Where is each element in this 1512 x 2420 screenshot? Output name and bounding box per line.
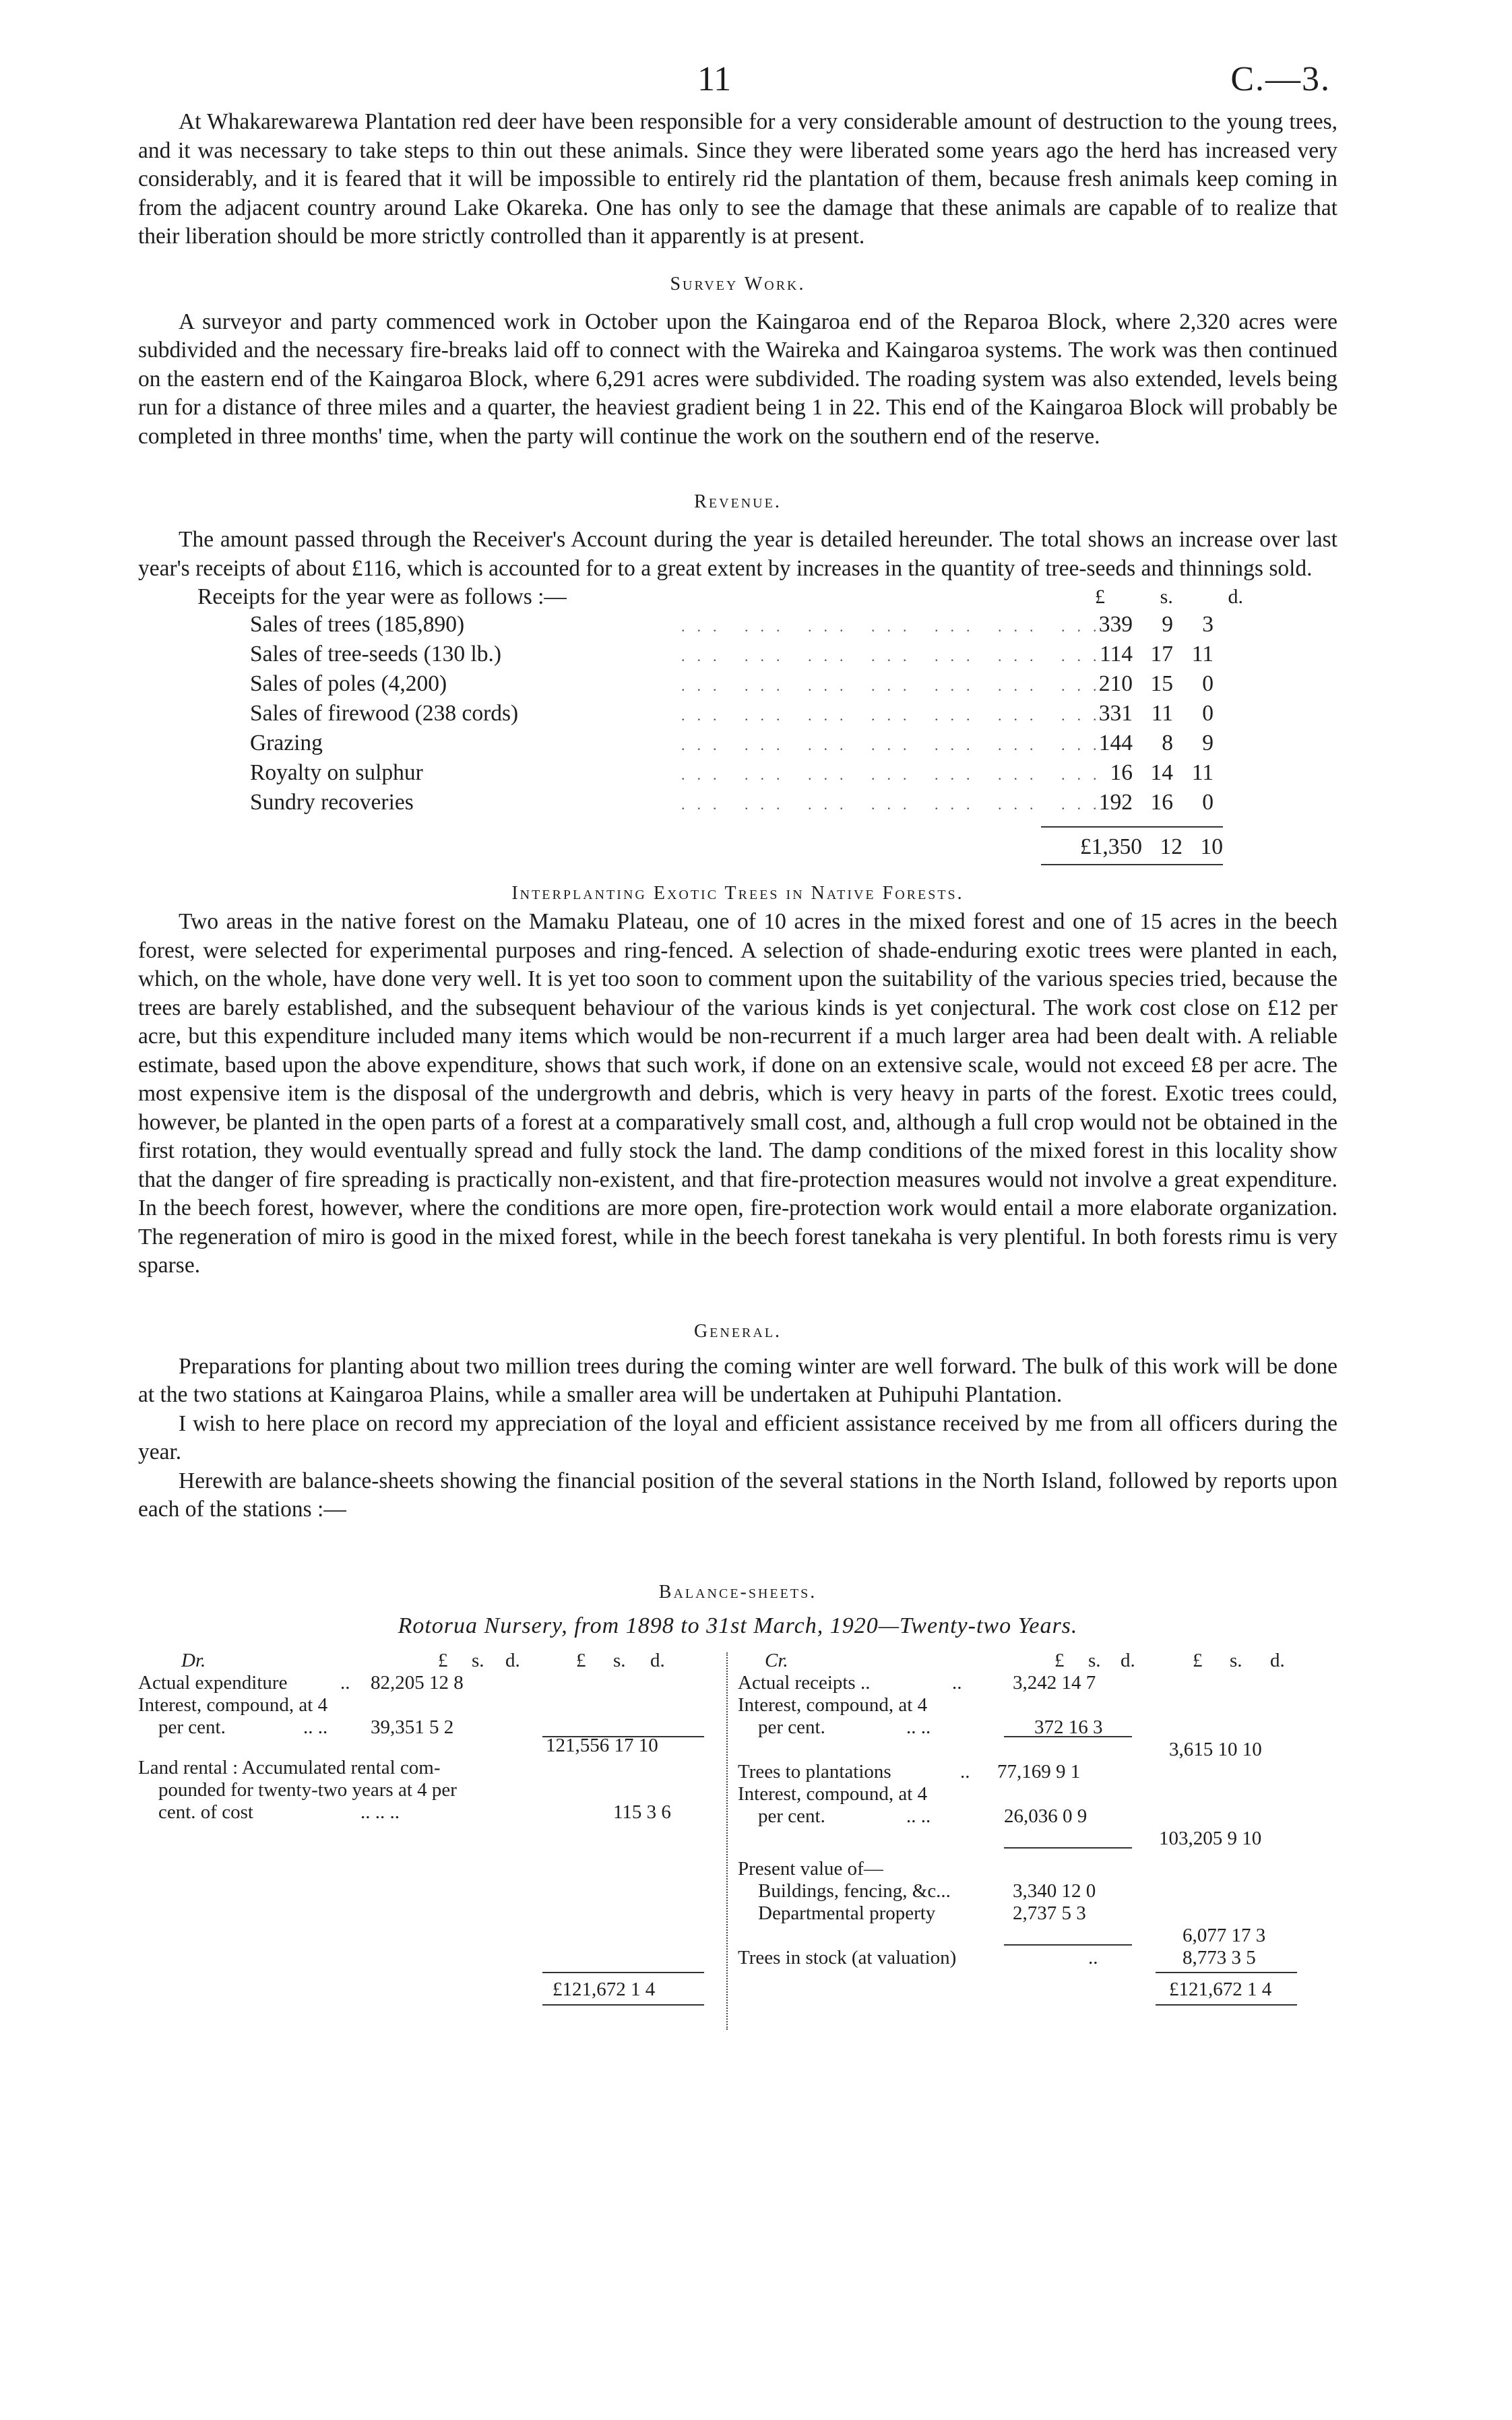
receipt-amount [1032, 700, 1214, 727]
cr-subtotal-3: 6,077 17 3 [1183, 1924, 1266, 1946]
cr-buildings-label: Buildings, fencing, &c... [758, 1880, 951, 1902]
receipt-amount [1032, 670, 1214, 697]
dr-title: Dr. [181, 1649, 206, 1671]
cr-trees-in-stock-amount: 8,773 3 5 [1183, 1946, 1256, 1968]
revenue-paragraph: The amount passed through the Receiver's Account during the year is detailed hereunder. The total shows an increase over last year's receipts of about £116, which is accounted for to a great extent by increases in the quantity of tree-seeds and thinnings sold. [138, 527, 1337, 581]
cr-h-l2: £ [1193, 1649, 1203, 1671]
dr-land-rental-3: cent. of cost [158, 1801, 253, 1823]
interplanting-paragraph: Two areas in the native forest on the Mamaku Plateau, one of 10 acres in the mixed forest and one of 15 acres in the beech forest, were selected for experimental purposes and ring-fenced. A selection of shade-enduring exotic trees were planted in each, which, on the whole, have done very well. It is yet too soon to comment upon the suitability of the various species tried, because the trees are barely established, and the subsequent behaviour of the various kinds is yet conjectural. The work cost close on £12 per acre, but this expenditure included many items which would be non-recurrent if a much larger area had been dealt with. A reliable estimate, based upon the above expenditure, shows that such work, if done on an extensive scale, would not exceed £8 per acre. The most expensive item is the disposal of the undergrowth and debris, which is very heavy in parts of the forest. Exotic trees could, however, be planted in the open parts of a forest at a comparatively small cost, and, although a full crop would not be obtained in the first rotation, they would eventually spread and fully stock the land. The damp conditions of the mixed forest in this locality show that the danger of fire spreading is practically non-existent, and that fire-protection measures would not involve a great expenditure. In the beech forest, however, where the conditions are more open, fire-protection work would entail a more elaborate organization. The regeneration of miro is good in the mixed forest, while in the beech forest tanekaha is very plentiful. In both forests rimu is very sparse. [138, 909, 1337, 1278]
dr-h-l1: £ [438, 1649, 448, 1671]
cr-trees-in-stock: Trees in stock (at valuation) [738, 1946, 957, 1968]
cr-h-s2: s. [1230, 1649, 1242, 1671]
dr-subtotal: 121,556 17 10 [546, 1734, 658, 1756]
survey-heading: Survey Work. [670, 273, 806, 294]
cr-h-d1: d. [1121, 1649, 1135, 1671]
receipts-total [138, 833, 1337, 861]
receipt-pounds: 339 [1098, 612, 1133, 637]
cr-percent-label-2: per cent. [758, 1805, 825, 1827]
column-divider [726, 1652, 728, 2030]
leader-dots: ... ... ... ... ... ... ... [681, 796, 1109, 813]
cr-h-l1: £ [1054, 1649, 1065, 1671]
receipt-pounds: 16 [1110, 760, 1133, 785]
cr-present-value-label: Present value of— [738, 1857, 883, 1880]
deer-paragraph: At Whakarewarewa Plantation red deer have been responsible for a very considerable amount of destruction to the young trees, and it was necessary to take steps to thin out these animals. Since they were liberated some years ago the herd has increased very considerably, and it is feared that it will be impossible to entirely rid the plantation of them, because fresh animals keep coming in from the adjacent country around Lake Okareka. One has only to see the damage that these animals are capable of to realize that their liberation should be more strictly controlled than it apparently is at present. [138, 109, 1337, 249]
document-page [138, 0, 1337, 2027]
cr-h-d2: d. [1270, 1649, 1285, 1671]
receipt-row [138, 788, 1337, 818]
dr-h-d1: d. [505, 1649, 520, 1671]
cr-trees-to-plantations-amount: 77,169 9 1 [997, 1760, 1081, 1782]
general-paragraph-2: I wish to here place on record my appreciation of the loyal and efficient assistance received by me from all officers during the year. [138, 1410, 1337, 1464]
page-header [138, 0, 1337, 101]
receipt-pounds: 210 [1098, 671, 1133, 696]
receipt-row [138, 759, 1337, 788]
receipt-label: Sundry recoveries [250, 790, 414, 815]
dr-interest-amount: 39,351 5 2 [371, 1716, 454, 1738]
receipt-amount [1032, 759, 1214, 786]
cr-dots-5: .. [1088, 1946, 1098, 1968]
leader-dots: ... ... ... ... ... ... ... [681, 648, 1109, 664]
receipt-row [138, 670, 1337, 700]
col-shillings: s. [1160, 586, 1173, 608]
receipt-label: Sales of tree-seeds (130 lb.) [250, 642, 502, 666]
general-paragraph-3: Herewith are balance-sheets showing the financial position of the several stations in the North Island, followed by reports upon each of the stations :— [138, 1468, 1337, 1522]
cr-dots-2: .. .. [906, 1716, 931, 1738]
receipt-pence: 0 [1202, 790, 1214, 815]
dr-actual-expenditure-amount: 82,205 12 8 [371, 1671, 464, 1694]
receipt-pence: 3 [1202, 612, 1214, 637]
dr-actual-expenditure: Actual expenditure [138, 1671, 288, 1694]
dr-dots-1: .. [340, 1671, 350, 1694]
receipt-pounds: 192 [1098, 790, 1133, 815]
receipt-pence: 9 [1202, 731, 1214, 755]
balance-sheets-heading: Balance-sheets. [658, 1581, 817, 1603]
total-pounds: £1,350 [1079, 834, 1142, 859]
receipt-pence: 11 [1191, 642, 1214, 666]
cr-interest-label-1: Interest, compound, at 4 [738, 1694, 928, 1716]
cr-actual-receipts-amount: 3,242 14 7 [1013, 1671, 1096, 1694]
receipt-pence: 0 [1202, 671, 1214, 696]
cr-departmental-property-amount: 2,737 5 3 [1013, 1902, 1086, 1924]
receipt-shillings: 9 [1162, 612, 1173, 637]
receipt-label: Royalty on sulphur [250, 760, 423, 785]
balance-sheet [138, 1650, 1337, 2027]
receipt-label: Sales of firewood (238 cords) [250, 701, 519, 726]
receipts-table [138, 583, 1337, 861]
receipt-row [138, 700, 1337, 729]
col-pence: d. [1228, 586, 1243, 608]
cr-interest-label-2: Interest, compound, at 4 [738, 1782, 928, 1805]
survey-paragraph: A surveyor and party commenced work in October upon the Kaingaroa end of the Reparoa Block, where 2,320 acres were subdivided and the necessary fire-breaks laid off to connect with the Waireka and Kaingaroa systems. The work was then continued on the eastern end of the Kaingaroa Block, where 6,291 acres were subdivided. The roading system was also extended, levels being run for a distance of three miles and a quarter, the heaviest gradient being 1 in 22. This end of the Kaingaroa Block will probably be completed in three months' time, when the party will continue the work on the southern end of the reserve. [138, 309, 1337, 449]
balance-sheet-subtitle: Rotorua Nursery, from 1898 to 31st March, 1920—Twenty-two Years. [398, 1613, 1078, 1638]
col-pounds: £ [1095, 586, 1105, 608]
dr-dots-2: .. .. [303, 1716, 328, 1738]
cr-dots-3: .. [960, 1760, 970, 1782]
dr-h-s1: s. [472, 1649, 484, 1671]
dr-land-rental-amount: 115 3 6 [613, 1801, 671, 1823]
dr-h-d2: d. [650, 1649, 665, 1671]
cr-percent-label-1: per cent. [758, 1716, 825, 1738]
cr-actual-receipts: Actual receipts .. [738, 1671, 871, 1694]
dr-percent-label: per cent. [158, 1716, 226, 1738]
cr-buildings-amount: 3,340 12 0 [1013, 1880, 1096, 1902]
leader-dots: ... ... ... ... ... ... ... [681, 766, 1109, 783]
receipt-shillings: 11 [1151, 701, 1173, 726]
receipt-shillings: 14 [1150, 760, 1173, 785]
receipt-label: Sales of trees (185,890) [250, 612, 465, 637]
cr-interest-amount-2: 26,036 0 9 [1004, 1805, 1088, 1827]
cr-interest-amount-1: 372 16 3 [1034, 1716, 1103, 1738]
receipt-shillings: 8 [1162, 731, 1173, 755]
cr-subtotal-1: 3,615 10 10 [1169, 1738, 1262, 1760]
receipts-intro: Receipts for the year were as follows :— [197, 584, 567, 609]
cr-total: £121,672 1 4 [1169, 1978, 1272, 2000]
receipt-shillings: 15 [1150, 671, 1173, 696]
receipt-pounds: 144 [1098, 731, 1133, 755]
receipt-pounds: 331 [1098, 701, 1133, 726]
total-shillings: 12 [1160, 834, 1183, 859]
receipt-pence: 0 [1202, 701, 1214, 726]
receipt-pounds: 114 [1099, 642, 1133, 666]
dr-total: £121,672 1 4 [553, 1978, 656, 2000]
receipt-pence: 11 [1191, 760, 1214, 785]
interplanting-heading: Interplanting Exotic Trees in Native Forests. [511, 883, 964, 904]
receipt-row [138, 729, 1337, 759]
receipt-shillings: 17 [1150, 642, 1173, 666]
dr-land-rental-1: Land rental : Accumulated rental com- [138, 1756, 441, 1778]
leader-dots: ... ... ... ... ... ... ... [681, 677, 1109, 694]
cr-departmental-property-label: Departmental property [758, 1902, 936, 1924]
receipt-amount [1032, 640, 1214, 668]
general-heading: General. [693, 1320, 782, 1342]
dr-h-l2: £ [576, 1649, 586, 1671]
receipt-label: Grazing [250, 731, 323, 755]
dr-h-s2: s. [613, 1649, 626, 1671]
receipt-amount [1032, 788, 1214, 816]
receipt-row [138, 611, 1337, 640]
dr-interest-label: Interest, compound, at 4 [138, 1694, 328, 1716]
document-reference: C.—3. [1230, 60, 1331, 98]
cr-trees-to-plantations: Trees to plantations [738, 1760, 891, 1782]
page-number: 11 [697, 60, 732, 98]
credit-side [738, 1649, 1337, 2000]
receipts-column-headers [1095, 583, 1243, 611]
general-paragraph-1: Preparations for planting about two million trees during the coming winter are well forward. The bulk of this work will be done at the two stations at Kaingaroa Plains, while a smaller area will be undertaken at Puhipuhi Plantation. [138, 1353, 1337, 1407]
leader-dots: ... ... ... ... ... ... ... [681, 707, 1109, 724]
debit-side [138, 1649, 718, 2000]
leader-dots: ... ... ... ... ... ... ... [681, 737, 1109, 753]
receipt-row [138, 640, 1337, 670]
cr-dots-4: .. .. [906, 1805, 931, 1827]
cr-h-s1: s. [1088, 1649, 1101, 1671]
total-pence: 10 [1200, 834, 1223, 859]
receipt-label: Sales of poles (4,200) [250, 671, 447, 696]
receipt-amount [1032, 729, 1214, 757]
receipt-amount [1032, 611, 1214, 638]
leader-dots: ... ... ... ... ... ... ... [681, 618, 1109, 635]
receipt-shillings: 16 [1150, 790, 1173, 815]
cr-title: Cr. [765, 1649, 788, 1671]
dr-land-rental-2: pounded for twenty-two years at 4 per [158, 1778, 457, 1801]
cr-subtotal-2: 103,205 9 10 [1159, 1827, 1262, 1849]
cr-dots-1: .. [952, 1671, 962, 1694]
revenue-heading: Revenue. [694, 491, 782, 512]
dr-dots-3: .. .. .. [360, 1801, 400, 1823]
